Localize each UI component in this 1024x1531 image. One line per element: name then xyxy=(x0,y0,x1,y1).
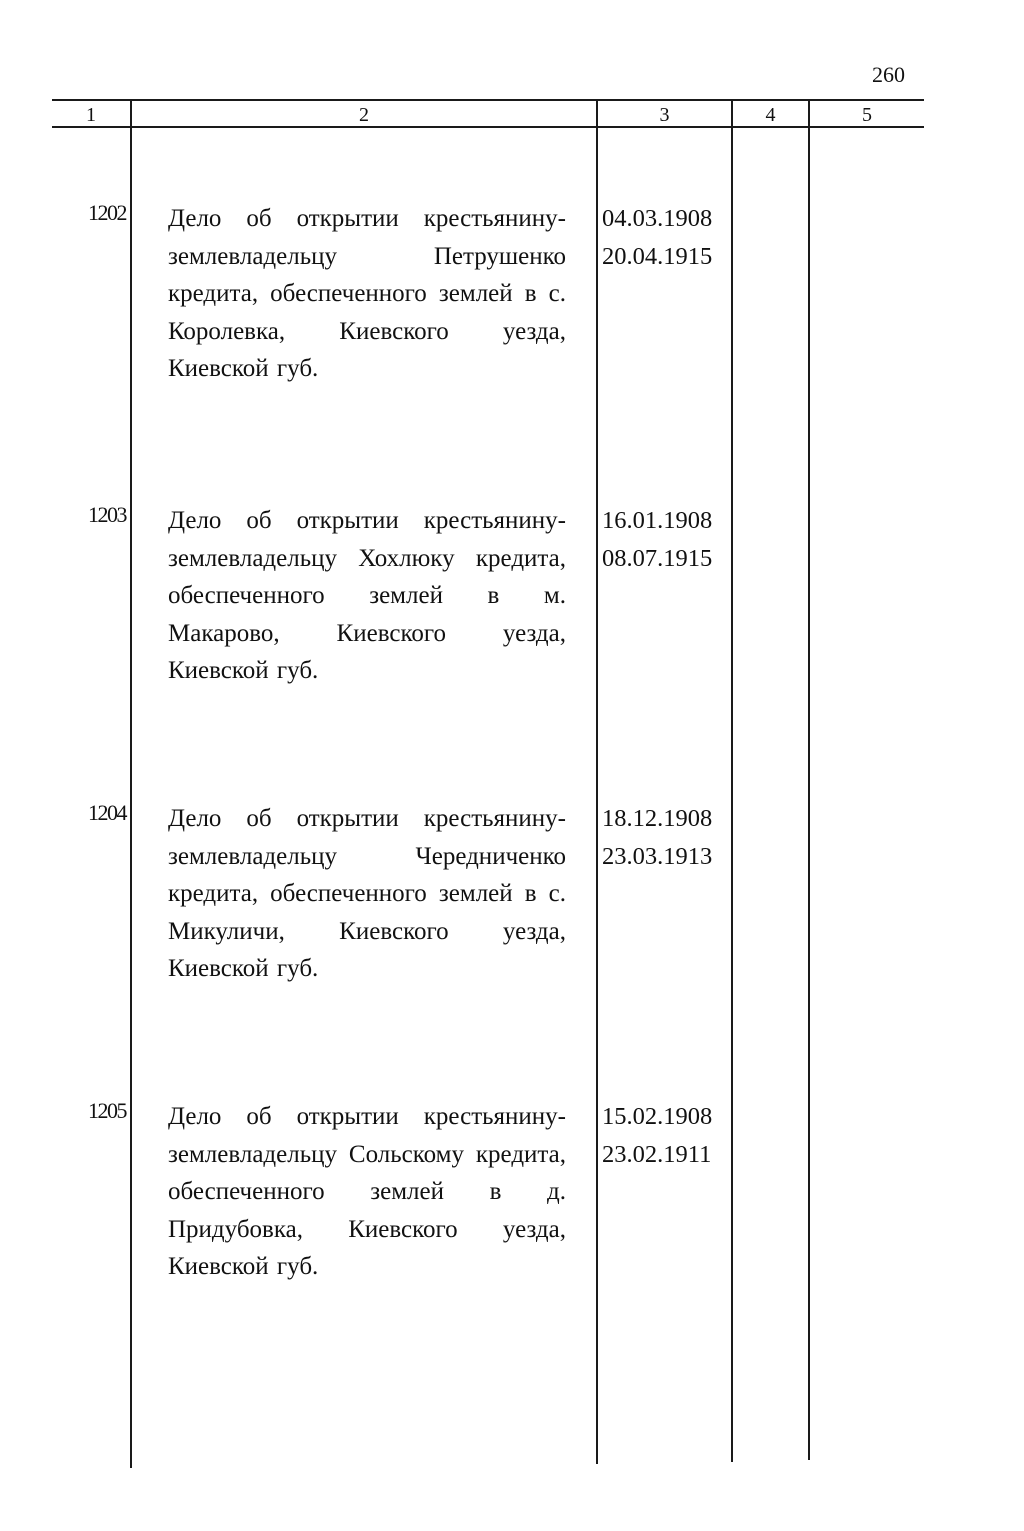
date-end: 20.04.1915 xyxy=(602,242,713,270)
entry-dates xyxy=(602,1098,730,1173)
entry-title: Дело об открытии крестьянину-землевладельцу Хохлюку кредита, обеспеченного землей в м. Макарово, Киевского уезда, Киевской губ. xyxy=(168,507,566,684)
table-top-rule xyxy=(52,99,924,101)
column-header-3: 3 xyxy=(659,104,670,126)
column-divider xyxy=(808,100,810,1460)
entry-dates xyxy=(602,502,730,577)
column-header-4: 4 xyxy=(765,104,776,126)
column-divider xyxy=(596,100,598,1464)
date-end: 08.07.1915 xyxy=(602,544,713,572)
entry-title: Дело об открытии крестьянину-землевладельцу Чередниченко кредита, обеспеченного землей в с. Микуличи, Киевского уезда, Киевской губ. xyxy=(168,805,566,982)
column-divider xyxy=(731,100,733,1462)
date-end: 23.02.1911 xyxy=(602,1140,712,1168)
entry-title: Дело об открытии крестьянину-землевладельцу Петрушенко кредита, обеспеченного землей в с. Королевка, Киевского уезда, Киевской губ. xyxy=(168,205,566,382)
date-start: 15.02.1908 xyxy=(602,1103,713,1130)
entry-title: Дело об открытии крестьянину-землевладельцу Сольскому кредита, обеспеченного землей в д. Придубовка, Киевского уезда, Киевской губ. xyxy=(168,1103,566,1280)
column-header-2: 2 xyxy=(359,104,369,126)
entry-number: 1202 xyxy=(88,200,126,225)
date-start: 18.12.1908 xyxy=(602,805,713,832)
column-header-1: 1 xyxy=(86,104,96,126)
entry-dates xyxy=(602,200,730,275)
entry-dates xyxy=(602,800,730,875)
entry-number: 1203 xyxy=(88,502,126,527)
entry-number: 1204 xyxy=(88,800,126,825)
date-end: 23.03.1913 xyxy=(602,842,713,870)
date-start: 04.03.1908 xyxy=(602,205,713,232)
entry-number: 1205 xyxy=(88,1098,126,1123)
page-number: 260 xyxy=(872,62,905,87)
column-header-5: 5 xyxy=(862,104,872,126)
date-start: 16.01.1908 xyxy=(602,507,713,534)
column-divider xyxy=(130,100,132,1468)
